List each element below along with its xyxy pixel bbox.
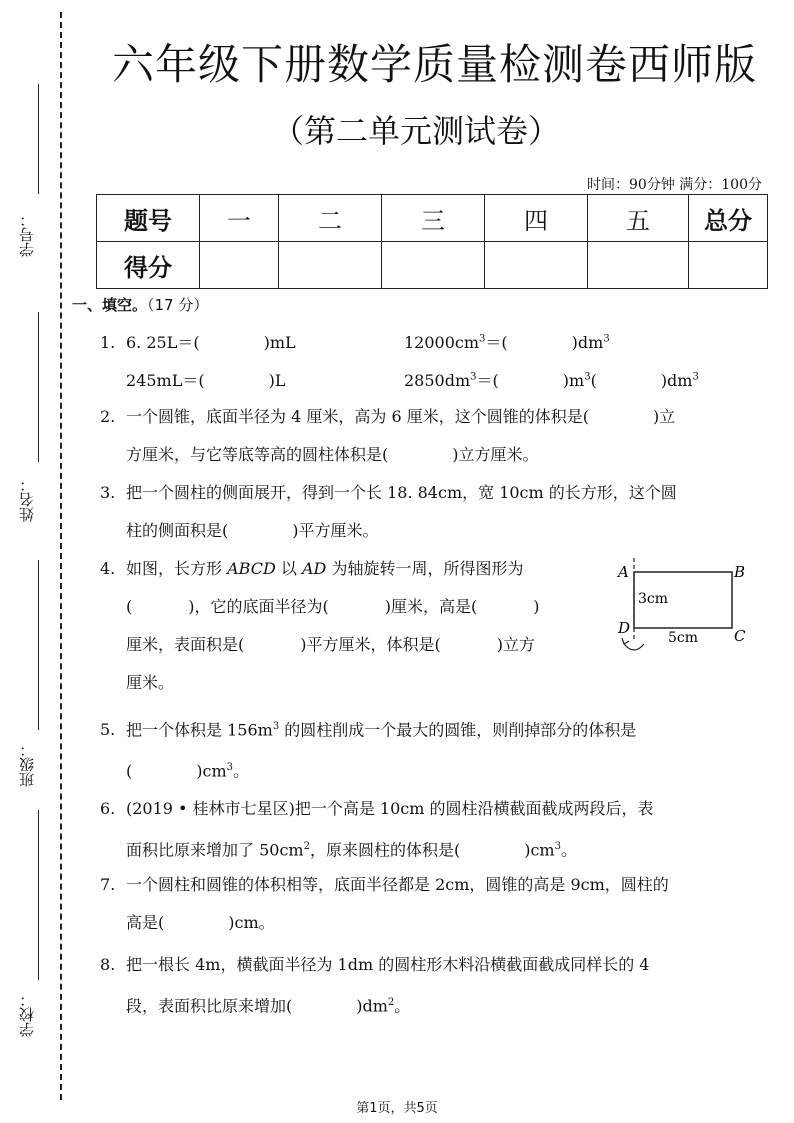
q6-number: 6. bbox=[100, 799, 116, 818]
q1-line1-right bbox=[404, 330, 610, 353]
q2-text-4: )立方厘米。 bbox=[452, 445, 539, 464]
q2-text-2: )立 bbox=[652, 407, 676, 426]
score-table-header-row bbox=[97, 195, 768, 242]
score-header-cell: 二 bbox=[279, 195, 382, 242]
score-header-cell: 三 bbox=[382, 195, 485, 242]
score-cell[interactable] bbox=[588, 242, 689, 289]
q4-text-3: 为轴旋转一周，所得图形为 bbox=[326, 559, 524, 578]
student-id-label: 学号： bbox=[18, 212, 36, 258]
q5-text-3: ( bbox=[126, 761, 133, 781]
q1-d-eq: ＝( bbox=[476, 371, 499, 390]
q5-line1 bbox=[100, 708, 636, 749]
q1-b-unit: )dm bbox=[571, 333, 604, 352]
score-header-cell: 五 bbox=[588, 195, 689, 242]
q2-text-3: 方厘米，与它等底等高的圆柱体积是( bbox=[126, 445, 389, 464]
q5-text-4: )cm bbox=[196, 761, 227, 781]
class-blank[interactable] bbox=[38, 560, 39, 730]
q8-line2 bbox=[100, 984, 649, 1025]
q1-b-text: 12000cm bbox=[404, 333, 480, 352]
name-label: 姓名： bbox=[18, 477, 36, 523]
vertex-d: D bbox=[618, 619, 631, 637]
question-8 bbox=[100, 946, 649, 1025]
q4-line3 bbox=[100, 626, 540, 664]
q1-d-open: ( bbox=[590, 371, 597, 390]
q4-text-11: 厘米。 bbox=[126, 673, 175, 692]
class-label: 班级： bbox=[18, 742, 36, 788]
q3-text-1: 把一个圆柱的侧面展开，得到一个长 18. 84cm，宽 10cm 的长方形，这个圆 bbox=[126, 483, 677, 502]
page-footer: 第1页，共5页 bbox=[356, 1101, 438, 1116]
q7-text-1: 一个圆柱和圆锥的体积相等，底面半径都是 2cm，圆锥的高是 9cm，圆柱的 bbox=[126, 875, 669, 894]
q5-line2 bbox=[100, 749, 636, 790]
vertex-c: C bbox=[734, 627, 746, 645]
q4-text-2: 以 bbox=[275, 559, 302, 578]
question-2 bbox=[100, 398, 675, 474]
q8-number: 8. bbox=[100, 955, 116, 974]
question-5 bbox=[100, 708, 636, 791]
q1-line2-left bbox=[126, 368, 285, 391]
question-3 bbox=[100, 474, 677, 550]
q7-line1 bbox=[100, 866, 669, 904]
q1-d-unit-2: )dm bbox=[660, 371, 693, 390]
exponent: 3 bbox=[584, 371, 591, 383]
school-blank[interactable] bbox=[38, 810, 39, 980]
exponent: 3 bbox=[692, 371, 699, 383]
q4-line2 bbox=[100, 588, 540, 626]
score-header-cell: 总分 bbox=[689, 195, 768, 242]
score-cell[interactable] bbox=[200, 242, 279, 289]
score-header-cell: 四 bbox=[485, 195, 588, 242]
q6-text-2: 面积比原来增加了 50cm bbox=[126, 840, 304, 860]
q8-text-1: 把一根长 4m，横截面半径为 1dm 的圆柱形木料沿横截面截成同样长的 4 bbox=[126, 955, 650, 974]
score-cell[interactable] bbox=[485, 242, 588, 289]
exponent: 3 bbox=[272, 721, 280, 732]
vertex-a: A bbox=[618, 563, 629, 581]
q2-line1 bbox=[100, 398, 675, 436]
q6-text-5: 。 bbox=[560, 840, 577, 860]
q4-rect-name: ABCD bbox=[227, 559, 276, 578]
q4-text-6: )厘米，高是( bbox=[384, 597, 478, 616]
q6-text-4: )cm bbox=[524, 840, 555, 860]
score-cell[interactable] bbox=[689, 242, 768, 289]
exponent: 3 bbox=[603, 333, 610, 345]
score-table bbox=[96, 194, 768, 289]
question-6 bbox=[100, 790, 653, 869]
section-title bbox=[72, 294, 208, 315]
q5-number: 5. bbox=[100, 720, 116, 740]
score-cell[interactable] bbox=[279, 242, 382, 289]
q6-line1 bbox=[100, 790, 653, 828]
q4-number: 4. bbox=[100, 559, 116, 578]
q1-d-unit-1: )m bbox=[562, 371, 585, 390]
length-label: 5cm bbox=[668, 630, 699, 646]
q4-axis-name: AD bbox=[301, 559, 327, 578]
score-table-score-row bbox=[97, 242, 768, 289]
score-header-cell: 一 bbox=[200, 195, 279, 242]
q1-a-text: 6. 25L＝( bbox=[126, 333, 200, 352]
q5-text-5: 。 bbox=[233, 761, 250, 781]
exponent: 3 bbox=[479, 333, 486, 345]
q3-number: 3. bbox=[100, 483, 116, 502]
q4-text-7: ) bbox=[533, 597, 540, 616]
q1-line2-right bbox=[404, 368, 699, 391]
q4-text-5: )，它的底面半径为( bbox=[188, 597, 329, 616]
page-title: 六年级下册数学质量检测卷西师版 bbox=[112, 40, 758, 89]
rectangle-rotation-figure bbox=[612, 556, 782, 686]
section-title-text: 一、填空。 bbox=[72, 296, 148, 314]
q8-text-4: 。 bbox=[394, 996, 411, 1016]
score-row-label: 得分 bbox=[97, 242, 200, 289]
q4-text-10: )立方 bbox=[496, 635, 535, 654]
q1-number: 1. bbox=[100, 333, 116, 352]
q6-text-3: ，原来圆柱的体积是( bbox=[309, 840, 461, 860]
q1-b-eq: ＝( bbox=[485, 333, 508, 352]
q4-text-1: 如图，长方形 bbox=[126, 559, 228, 578]
exponent: 3 bbox=[226, 762, 233, 774]
q1-d-text: 2850dm bbox=[404, 371, 471, 390]
page-subtitle: （第二单元测试卷） bbox=[272, 112, 561, 150]
q2-text-1: 一个圆锥，底面半径为 4 厘米，高为 6 厘米，这个圆锥的体积是( bbox=[126, 407, 589, 426]
score-cell[interactable] bbox=[382, 242, 485, 289]
score-header-cell: 题号 bbox=[97, 195, 200, 242]
q2-line2 bbox=[100, 436, 675, 474]
q6-text-1: (2019 • 桂林市七星区)把一个高是 10cm 的圆柱沿横截面截成两段后，表 bbox=[126, 799, 654, 818]
q7-number: 7. bbox=[100, 875, 116, 894]
q4-text-8: 厘米，表面积是( bbox=[126, 635, 245, 654]
width-label: 3cm bbox=[638, 591, 669, 607]
q2-number: 2. bbox=[100, 407, 116, 426]
q4-text-4: ( bbox=[126, 597, 133, 616]
q1-a-unit: )mL bbox=[263, 333, 296, 352]
q3-line1 bbox=[100, 474, 677, 512]
q6-line2 bbox=[100, 828, 653, 869]
q3-text-3: )平方厘米。 bbox=[292, 521, 379, 540]
binding-dashed-line bbox=[60, 12, 62, 1100]
q7-text-3: )cm。 bbox=[228, 913, 275, 932]
rotation-arrow-icon bbox=[624, 644, 644, 650]
question-4 bbox=[100, 550, 540, 702]
q8-line1 bbox=[100, 946, 649, 984]
exam-meta: 时间：90分钟 满分：100分 bbox=[587, 177, 762, 193]
q5-text-2: 的圆柱削成一个最大的圆锥，则削掉部分的体积是 bbox=[279, 720, 637, 740]
q3-text-2: 柱的侧面积是( bbox=[126, 521, 229, 540]
q4-line1 bbox=[100, 550, 540, 588]
question-7 bbox=[100, 866, 669, 942]
q8-text-2: 段，表面积比原来增加( bbox=[126, 996, 293, 1016]
rotation-arrowhead-icon bbox=[622, 638, 629, 644]
q1-c-unit: )L bbox=[268, 371, 286, 390]
q4-line4 bbox=[100, 664, 540, 702]
q1-line1-left bbox=[100, 330, 296, 353]
student-id-blank[interactable] bbox=[38, 84, 39, 194]
school-label: 学校： bbox=[18, 992, 36, 1038]
q8-text-3: )dm bbox=[356, 996, 388, 1016]
exponent: 3 bbox=[554, 841, 561, 852]
vertex-b: B bbox=[734, 563, 746, 581]
q7-text-2: 高是( bbox=[126, 913, 165, 932]
q3-line2 bbox=[100, 512, 677, 550]
q7-line2 bbox=[100, 904, 669, 942]
section-points: （17 分） bbox=[147, 296, 209, 314]
q1-c-text: 245mL＝( bbox=[126, 371, 205, 390]
exponent: 2 bbox=[387, 997, 395, 1008]
name-blank[interactable] bbox=[38, 312, 39, 462]
q5-text-1: 把一个体积是 156m bbox=[126, 720, 273, 740]
q4-text-9: )平方厘米，体积是( bbox=[300, 635, 441, 654]
exponent: 2 bbox=[303, 841, 310, 852]
exponent: 3 bbox=[470, 371, 477, 383]
